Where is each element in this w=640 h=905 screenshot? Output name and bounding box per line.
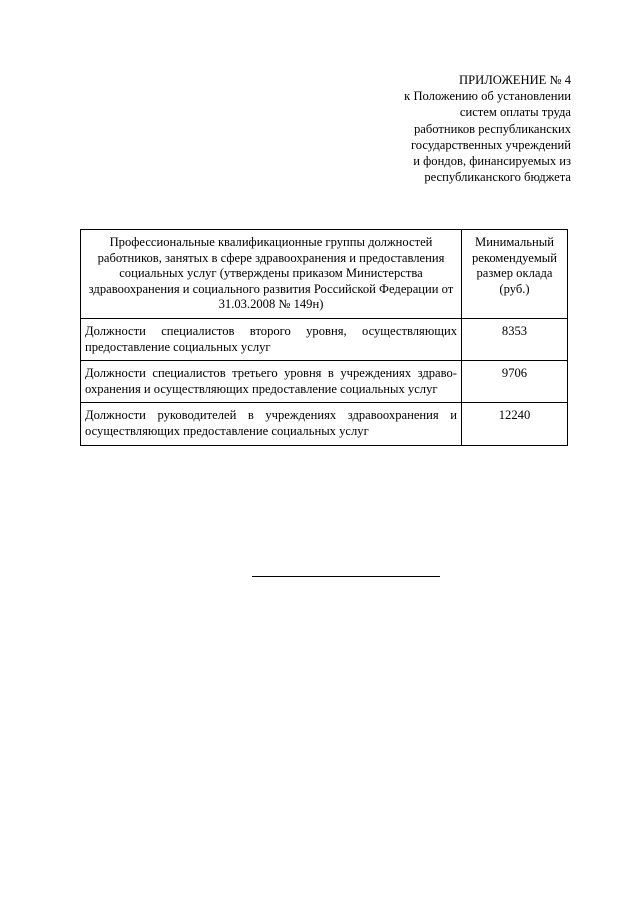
appendix-line: к Положению об установлении xyxy=(404,89,571,104)
salary-table xyxy=(80,229,568,446)
appendix-title: ПРИЛОЖЕНИЕ № 4 xyxy=(459,73,571,87)
position-group: Должности специалистов третьего уровня в учреждениях здраво-охранения и осуществляющих предоставление социальных услуг xyxy=(81,361,462,403)
appendix-heading xyxy=(311,72,571,185)
table-header-row xyxy=(81,230,568,319)
end-of-document-rule xyxy=(252,576,440,577)
appendix-line: государственных учреждений xyxy=(410,137,571,152)
appendix-line: республиканского бюджета xyxy=(424,170,571,185)
appendix-line: систем оплаты труда xyxy=(459,105,571,120)
position-group: Должности специалистов второго уровня, осуществляющих предоставление социальных услуг xyxy=(81,318,462,360)
appendix-line: и фондов, финансируемых из xyxy=(413,154,571,169)
appendix-line: работников республиканских xyxy=(413,121,571,136)
position-group: Должности руководителей в учреждениях здравоохранения и осуществляющих предоставление социальных услуг xyxy=(81,403,462,445)
salary-amount: 9706 xyxy=(462,361,568,403)
salary-amount: 12240 xyxy=(462,403,568,445)
header-qualification-groups: Профессиональные квалификационные группы должностей работников, занятых в сфере здравоохранения и предоставления социальных услуг (утверждены приказом Министерства здравоохранения и социального развития Российской Федерации от 31.03.2008 № 149н) xyxy=(81,230,462,319)
table-row xyxy=(81,403,568,445)
salary-amount: 8353 xyxy=(462,318,568,360)
table-row xyxy=(81,361,568,403)
table-row xyxy=(81,318,568,360)
header-minimum-salary: Минимальный рекомендуемый размер оклада (руб.) xyxy=(462,230,568,319)
